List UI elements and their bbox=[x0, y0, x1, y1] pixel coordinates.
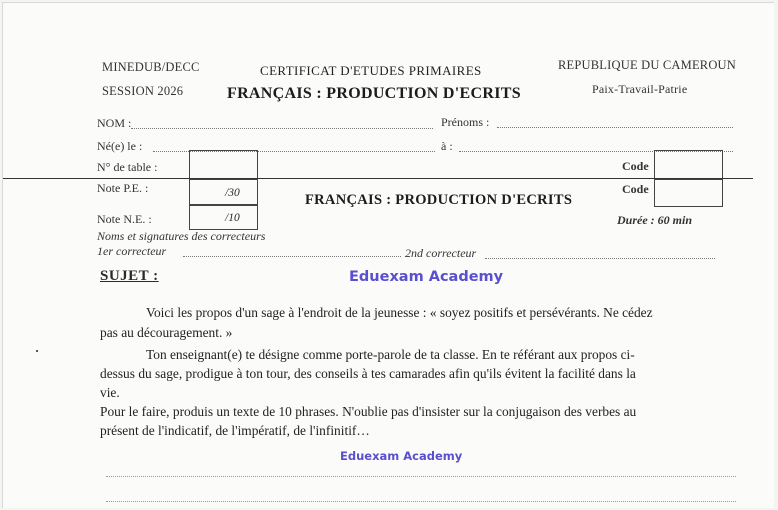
correctors-label: Noms et signatures des correcteurs bbox=[97, 229, 266, 243]
paragraph-1-line-1: Voici les propos d'un sage à l'endroit de la jeunesse : « soyez positifs et persévérants. Ne cédez bbox=[146, 305, 653, 320]
session-label: SESSION 2026 bbox=[102, 84, 184, 98]
note-ne-score: /10 bbox=[225, 212, 240, 224]
note-pe-box[interactable] bbox=[189, 179, 258, 205]
note-pe-label: Note P.E. : bbox=[97, 181, 149, 195]
nom-line[interactable] bbox=[131, 128, 433, 129]
answer-line[interactable] bbox=[106, 476, 736, 477]
paragraph-2-line-3: vie. bbox=[100, 385, 120, 400]
note-ne-label: Note N.E. : bbox=[97, 212, 152, 226]
country-label: REPUBLIQUE DU CAMEROUN bbox=[558, 58, 737, 72]
lower-subject-title: FRANÇAIS : PRODUCTION D'ECRITS bbox=[305, 192, 573, 208]
note-pe-score: /30 bbox=[225, 187, 240, 199]
detach-line bbox=[3, 178, 753, 179]
corrector2-line[interactable] bbox=[485, 258, 715, 259]
nom-label: NOM : bbox=[97, 116, 132, 130]
code-label-bottom: Code bbox=[622, 182, 649, 196]
paragraph-3-line-1: Pour le faire, produis un texte de 10 phrases. N'oublie pas d'insister sur la conjugaison des verbes au bbox=[100, 404, 637, 419]
subject-title: FRANÇAIS : PRODUCTION D'ECRITS bbox=[227, 85, 521, 102]
corrector1-label: 1er correcteur bbox=[97, 244, 167, 258]
watermark-bottom: Eduexam Academy bbox=[340, 449, 463, 463]
exam-sheet bbox=[2, 2, 774, 508]
paragraph-1-line-2: pas au découragement. » bbox=[100, 325, 233, 340]
corrector1-line[interactable] bbox=[183, 256, 401, 257]
prenoms-line[interactable] bbox=[497, 127, 733, 128]
code-label-top: Code bbox=[622, 159, 649, 173]
corrector2-label: 2nd correcteur bbox=[405, 246, 477, 260]
sujet-heading: SUJET : bbox=[100, 268, 159, 284]
table-number-box[interactable] bbox=[189, 150, 258, 179]
table-number-label: N° de table : bbox=[97, 160, 158, 174]
paragraph-3-line-2: présent de l'indicatif, de l'impératif, de l'infinitif… bbox=[100, 423, 370, 438]
ministry-label: MINEDUB/DECC bbox=[102, 60, 200, 74]
birthplace-label: à : bbox=[441, 139, 453, 153]
code-box-bottom[interactable] bbox=[654, 179, 723, 207]
note-ne-box[interactable] bbox=[189, 205, 258, 230]
answer-line[interactable] bbox=[106, 501, 736, 502]
margin-dot bbox=[36, 350, 38, 352]
duration-label: Durée : 60 min bbox=[617, 213, 692, 227]
exam-name: CERTIFICAT D'ETUDES PRIMAIRES bbox=[260, 63, 482, 78]
code-box-top[interactable] bbox=[654, 150, 723, 179]
watermark-top: Eduexam Academy bbox=[349, 269, 504, 285]
prenoms-label: Prénoms : bbox=[441, 115, 490, 129]
paragraph-2-line-1: Ton enseignant(e) te désigne comme porte-parole de ta classe. En te référant aux propos ci- bbox=[146, 347, 635, 362]
paragraph-2-line-2: dessus du sage, prodigue à ton tour, des conseils à tes camarades afin qu'ils évitent la facilité dans la bbox=[100, 366, 636, 381]
motto-label: Paix-Travail-Patrie bbox=[592, 82, 688, 96]
birthdate-label: Né(e) le : bbox=[97, 139, 143, 153]
